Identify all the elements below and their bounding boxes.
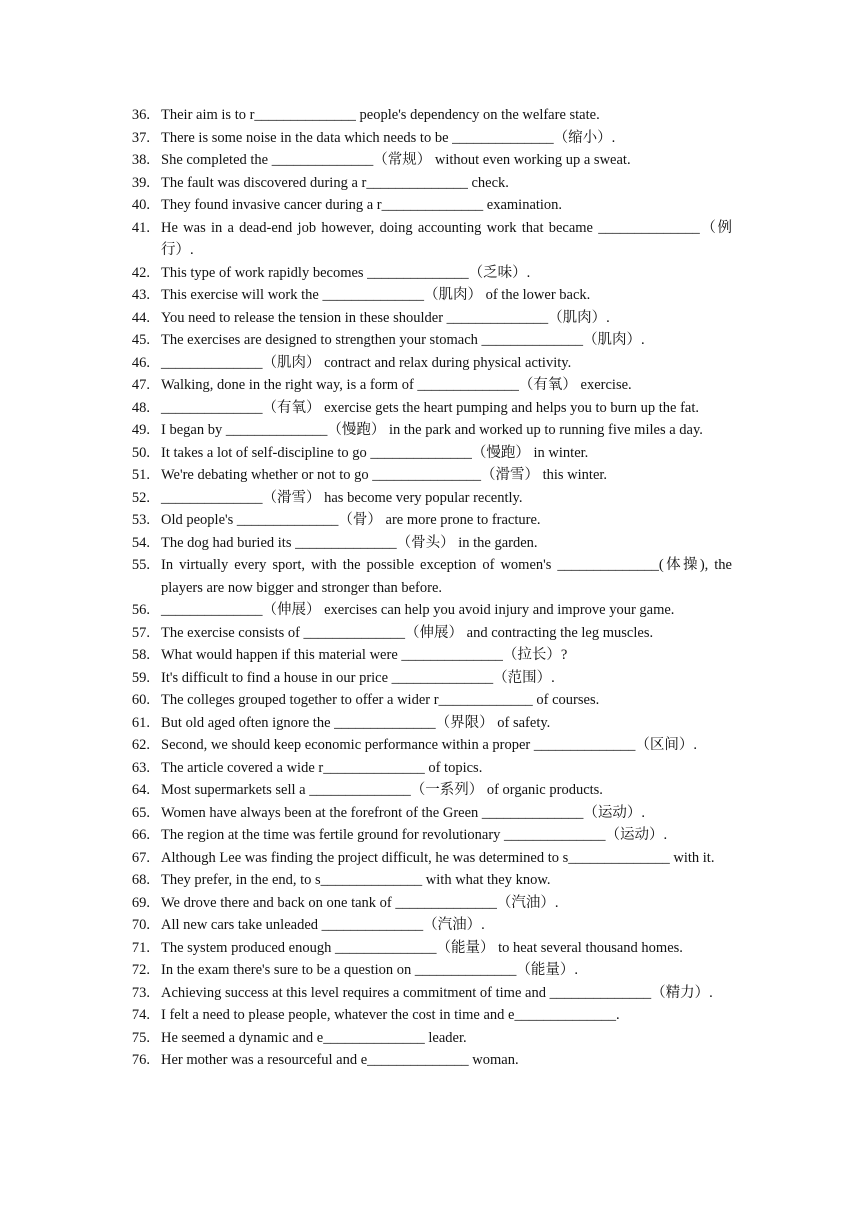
- item-number: 63.: [131, 759, 150, 776]
- item-sentence: Women have always been at the forefront of the Green ______________（运动）.: [161, 804, 646, 821]
- item-sentence: Most supermarkets sell a ______________（一系列） of organic products.: [161, 782, 603, 798]
- item-sentence: They found invasive cancer during a r______________ examination.: [161, 197, 563, 213]
- list-item: [120, 689, 732, 712]
- item-number: 75.: [131, 1029, 150, 1046]
- list-item: [120, 352, 732, 375]
- item-number: 68.: [131, 872, 150, 888]
- list-item: [120, 374, 732, 397]
- item-number: 39.: [131, 174, 150, 191]
- item-sentence: The exercise consists of ______________（伸展） and contracting the leg muscles.: [161, 624, 654, 641]
- list-item: [120, 667, 732, 690]
- item-sentence: Second, we should keep economic performance within a proper ______________（区间）.: [161, 737, 697, 753]
- item-sentence: Although Lee was finding the project difficult, he was determined to s______________ with it.: [161, 849, 715, 866]
- item-sentence: Old people's ______________（骨） are more prone to fracture.: [161, 512, 541, 528]
- item-number: 49.: [131, 422, 150, 438]
- item-sentence: We drove there and back on one tank of ______________（汽油）.: [161, 894, 559, 911]
- item-sentence: Achieving success at this level requires a commitment of time and ______________（精力）.: [161, 984, 713, 1001]
- list-item: [120, 442, 732, 465]
- item-sentence: In virtually every sport, with the possible exception of women's ______________(体操), the players are now bigger and stronger than before.: [161, 557, 732, 596]
- item-number: 44.: [131, 309, 150, 326]
- list-item: [120, 1004, 732, 1027]
- item-sentence: The region at the time was fertile ground for revolutionary ______________（运动）.: [161, 827, 668, 843]
- list-item: [120, 734, 732, 757]
- list-item: [120, 644, 732, 667]
- item-number: 50.: [131, 444, 150, 461]
- item-sentence: We're debating whether or not to go _______________（滑雪） this winter.: [161, 467, 608, 483]
- item-sentence: The system produced enough ______________（能量） to heat several thousand homes.: [161, 939, 683, 956]
- list-item: [120, 284, 732, 307]
- list-item: [120, 217, 732, 262]
- item-sentence: In the exam there's sure to be a question on ______________（能量）.: [161, 962, 578, 978]
- item-number: 71.: [131, 939, 150, 956]
- item-sentence: He seemed a dynamic and e______________ leader.: [161, 1029, 467, 1046]
- list-item: [120, 104, 732, 127]
- item-number: 54.: [131, 534, 150, 551]
- item-number: 56.: [131, 602, 150, 618]
- item-number: 51.: [131, 467, 150, 483]
- list-item: [120, 194, 732, 217]
- list-item: [120, 779, 732, 802]
- item-number: 64.: [131, 782, 150, 798]
- list-item: [120, 487, 732, 510]
- item-sentence: It's difficult to find a house in our price ______________（范围）.: [161, 669, 555, 686]
- item-number: 70.: [131, 917, 150, 933]
- item-number: 53.: [131, 512, 150, 528]
- item-sentence: I felt a need to please people, whatever the cost in time and e______________.: [161, 1007, 620, 1023]
- list-item: [120, 307, 732, 330]
- item-sentence: Walking, done in the right way, is a form of ______________（有氧） exercise.: [161, 377, 632, 393]
- item-sentence: This type of work rapidly becomes ______________（乏味）.: [161, 264, 531, 281]
- list-item: [120, 959, 732, 982]
- item-number: 66.: [131, 827, 150, 843]
- item-number: 52.: [131, 489, 150, 506]
- list-item: [120, 824, 732, 847]
- item-sentence: But old aged often ignore the ______________（界限） of safety.: [161, 714, 551, 731]
- list-item: [120, 847, 732, 870]
- item-sentence: ______________（肌肉） contract and relax during physical activity.: [161, 354, 572, 371]
- item-sentence: The fault was discovered during a r______________ check.: [161, 174, 509, 191]
- list-item: [120, 622, 732, 645]
- list-item: [120, 464, 732, 487]
- item-sentence: The dog had buried its ______________（骨头） in the garden.: [161, 534, 538, 551]
- item-number: 40.: [131, 197, 150, 213]
- item-number: 48.: [131, 399, 150, 416]
- item-number: 73.: [131, 984, 150, 1001]
- item-sentence: He was in a dead-end job however, doing accounting work that became ______________（例行）.: [161, 219, 732, 258]
- list-item: [120, 419, 732, 442]
- item-sentence: The colleges grouped together to offer a wider r_____________ of courses.: [161, 692, 600, 708]
- list-item: [120, 172, 732, 195]
- item-sentence: This exercise will work the ______________（肌肉） of the lower back.: [161, 287, 591, 303]
- list-item: [120, 397, 732, 420]
- item-number: 57.: [131, 624, 150, 641]
- list-item: [120, 127, 732, 150]
- list-item: [120, 712, 732, 735]
- item-number: 55.: [131, 557, 150, 573]
- item-number: 62.: [131, 737, 150, 753]
- item-sentence: It takes a lot of self-discipline to go ______________（慢跑） in winter.: [161, 444, 589, 461]
- item-sentence: The article covered a wide r______________ of topics.: [161, 759, 483, 776]
- item-sentence: There is some noise in the data which needs to be ______________（缩小）.: [161, 129, 616, 146]
- item-number: 67.: [131, 849, 150, 866]
- list-item: [120, 262, 732, 285]
- list-item: [120, 802, 732, 825]
- list-item: [120, 329, 732, 352]
- list-item: [120, 914, 732, 937]
- item-number: 45.: [131, 332, 150, 348]
- item-sentence: ______________（伸展） exercises can help you avoid injury and improve your game.: [161, 602, 675, 618]
- list-item: [120, 599, 732, 622]
- list-item: [120, 937, 732, 960]
- list-item: [120, 869, 732, 892]
- list-item: [120, 1027, 732, 1050]
- list-item: [120, 532, 732, 555]
- list-item: [120, 554, 732, 599]
- item-sentence: What would happen if this material were ______________（拉长）?: [161, 647, 568, 663]
- item-sentence: I began by ______________（慢跑） in the park and worked up to running five miles a day.: [161, 422, 703, 438]
- item-number: 42.: [131, 264, 150, 281]
- item-number: 74.: [131, 1007, 150, 1023]
- list-item: [120, 1049, 732, 1072]
- item-sentence: Their aim is to r______________ people's dependency on the welfare state.: [161, 107, 600, 123]
- item-sentence: The exercises are designed to strengthen your stomach ______________（肌肉）.: [161, 332, 645, 348]
- list-item: [120, 509, 732, 532]
- exercise-list: [120, 104, 732, 1072]
- item-number: 36.: [131, 107, 150, 123]
- item-sentence: ______________（有氧） exercise gets the heart pumping and helps you to burn up the fat.: [161, 399, 700, 416]
- item-number: 65.: [131, 804, 150, 821]
- item-number: 69.: [131, 894, 150, 911]
- item-number: 76.: [131, 1052, 150, 1068]
- item-number: 47.: [131, 377, 150, 393]
- list-item: [120, 982, 732, 1005]
- item-sentence: ______________（滑雪） has become very popular recently.: [161, 489, 523, 506]
- item-number: 41.: [131, 219, 150, 236]
- item-number: 61.: [131, 714, 150, 731]
- item-number: 43.: [131, 287, 150, 303]
- item-sentence: Her mother was a resourceful and e______________ woman.: [161, 1052, 519, 1068]
- item-sentence: She completed the ______________（常规） without even working up a sweat.: [161, 152, 631, 168]
- item-number: 37.: [131, 129, 150, 146]
- item-number: 72.: [131, 962, 150, 978]
- item-number: 38.: [131, 152, 150, 168]
- list-item: [120, 892, 732, 915]
- list-item: [120, 757, 732, 780]
- item-number: 60.: [131, 692, 150, 708]
- item-sentence: They prefer, in the end, to s______________ with what they know.: [161, 872, 551, 888]
- item-sentence: All new cars take unleaded ______________（汽油）.: [161, 917, 485, 933]
- item-number: 59.: [131, 669, 150, 686]
- item-sentence: You need to release the tension in these shoulder ______________（肌肉）.: [161, 309, 610, 326]
- item-number: 58.: [131, 647, 150, 663]
- list-item: [120, 149, 732, 172]
- item-number: 46.: [131, 354, 150, 371]
